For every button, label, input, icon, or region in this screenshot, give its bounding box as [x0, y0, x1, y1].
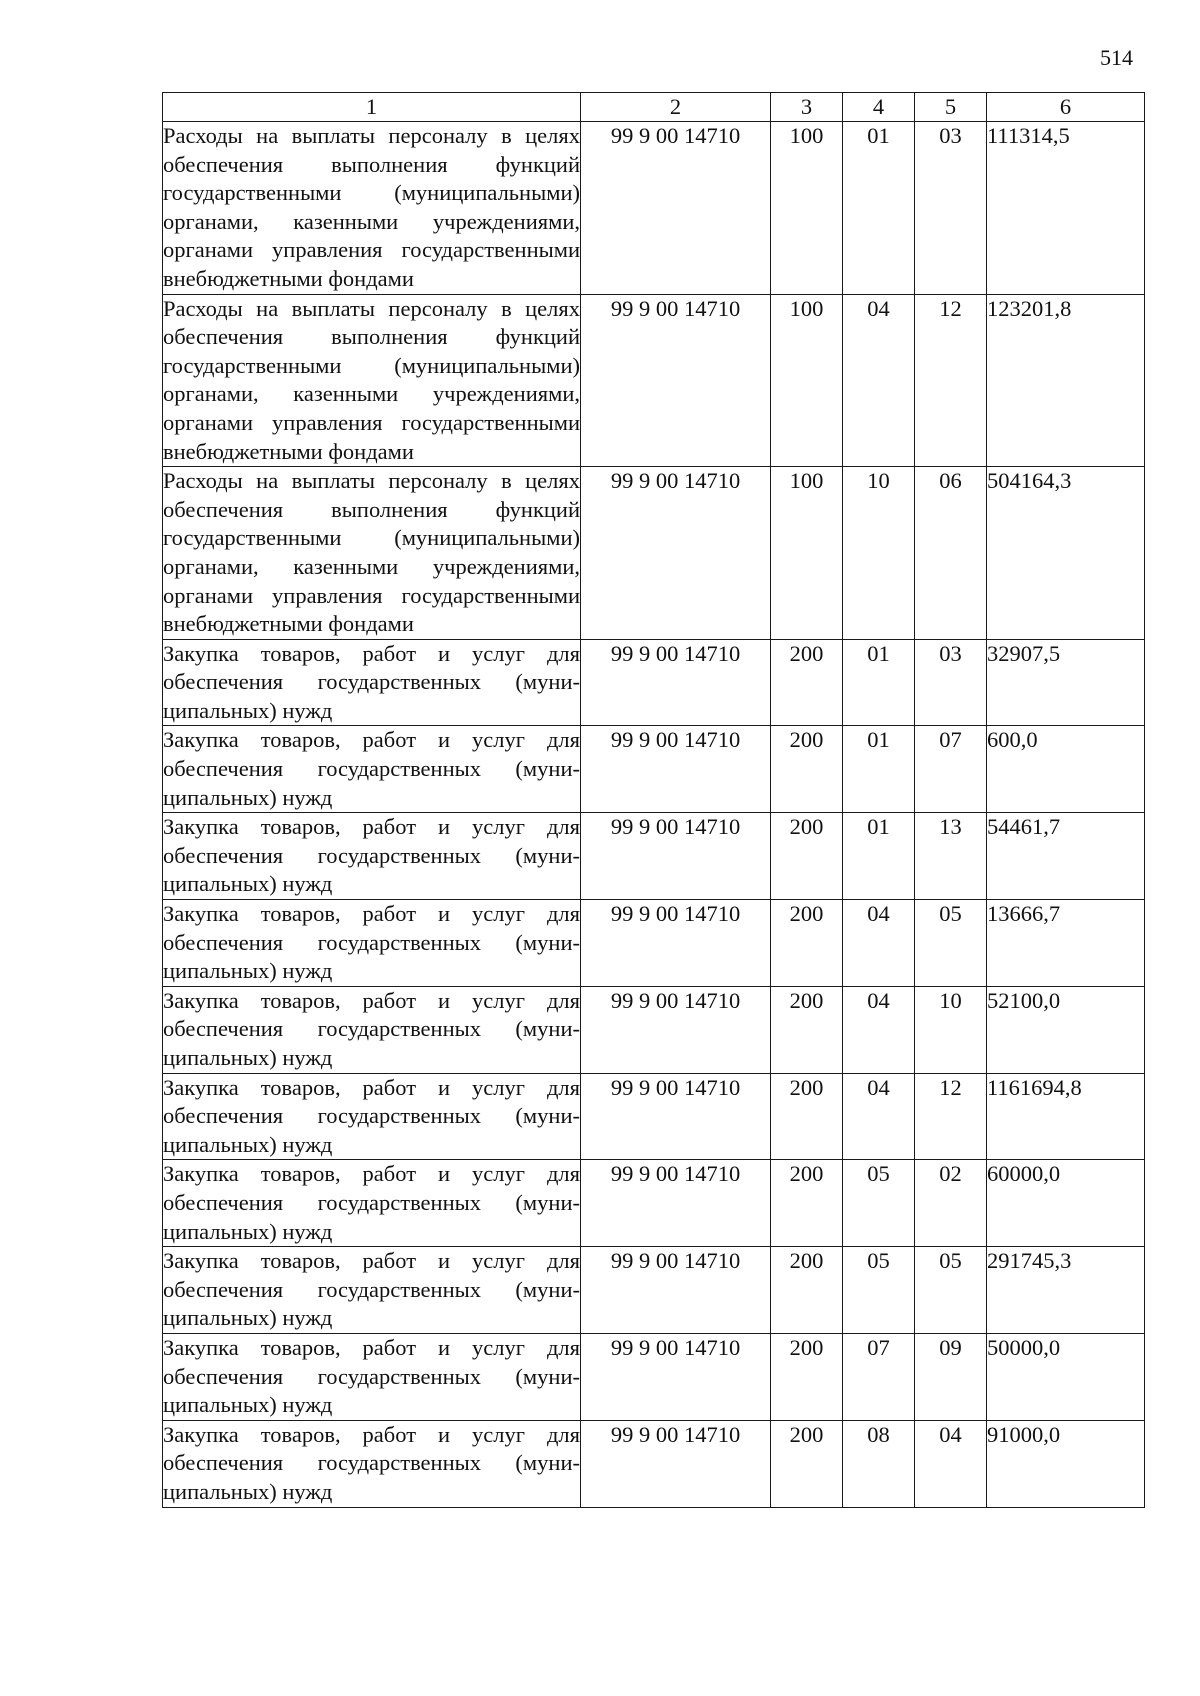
expense-type-code: 200	[771, 726, 843, 813]
target-item-code: 99 9 00 14710	[581, 1073, 771, 1160]
column-header: 3	[771, 93, 843, 122]
amount-value: 600,0	[987, 726, 1145, 813]
expense-type-code: 100	[771, 122, 843, 295]
expense-type-code: 200	[771, 1420, 843, 1507]
expense-description: Закупка товаров, работ и услуг для обеспечения государственных (муниципальных) нужд	[163, 1247, 581, 1334]
amount-value: 111314,5	[987, 122, 1145, 295]
subsection-code: 04	[915, 1420, 987, 1507]
table-row	[163, 1160, 1145, 1247]
section-code: 01	[843, 122, 915, 295]
column-header: 2	[581, 93, 771, 122]
target-item-code: 99 9 00 14710	[581, 813, 771, 900]
amount-value: 50000,0	[987, 1333, 1145, 1420]
subsection-code: 03	[915, 122, 987, 295]
expense-description: Закупка товаров, работ и услуг для обеспечения государственных (муниципальных) нужд	[163, 1073, 581, 1160]
expense-description: Закупка товаров, работ и услуг для обеспечения государственных (муниципальных) нужд	[163, 1420, 581, 1507]
expense-description: Закупка товаров, работ и услуг для обеспечения государственных (муниципальных) нужд	[163, 900, 581, 987]
table-row	[163, 1073, 1145, 1160]
expense-type-code: 100	[771, 294, 843, 467]
expense-type-code: 200	[771, 1247, 843, 1334]
amount-value: 504164,3	[987, 467, 1145, 640]
expense-type-code: 200	[771, 900, 843, 987]
target-item-code: 99 9 00 14710	[581, 1420, 771, 1507]
table-row	[163, 294, 1145, 467]
target-item-code: 99 9 00 14710	[581, 1160, 771, 1247]
section-code: 10	[843, 467, 915, 640]
table-row	[163, 122, 1145, 295]
target-item-code: 99 9 00 14710	[581, 726, 771, 813]
expense-type-code: 200	[771, 813, 843, 900]
table-row	[163, 813, 1145, 900]
subsection-code: 05	[915, 1247, 987, 1334]
target-item-code: 99 9 00 14710	[581, 900, 771, 987]
budget-expenditure-table	[162, 92, 1145, 1508]
expense-type-code: 200	[771, 1333, 843, 1420]
target-item-code: 99 9 00 14710	[581, 122, 771, 295]
target-item-code: 99 9 00 14710	[581, 986, 771, 1073]
section-code: 01	[843, 726, 915, 813]
expense-description: Закупка товаров, работ и услуг для обеспечения государственных (муниципальных) нужд	[163, 639, 581, 726]
section-code: 07	[843, 1333, 915, 1420]
section-code: 01	[843, 813, 915, 900]
section-code: 04	[843, 294, 915, 467]
table-row	[163, 639, 1145, 726]
expense-description: Закупка товаров, работ и услуг для обеспечения государственных (муниципальных) нужд	[163, 986, 581, 1073]
expense-type-code: 200	[771, 1160, 843, 1247]
table-row	[163, 900, 1145, 987]
subsection-code: 13	[915, 813, 987, 900]
target-item-code: 99 9 00 14710	[581, 1333, 771, 1420]
target-item-code: 99 9 00 14710	[581, 467, 771, 640]
subsection-code: 12	[915, 294, 987, 467]
expense-description: Закупка товаров, работ и услуг для обеспечения государственных (муниципальных) нужд	[163, 1160, 581, 1247]
table-row	[163, 1420, 1145, 1507]
table-body	[163, 122, 1145, 1508]
page-number: 514	[1100, 45, 1133, 70]
target-item-code: 99 9 00 14710	[581, 1247, 771, 1334]
table-row	[163, 467, 1145, 640]
amount-value: 91000,0	[987, 1420, 1145, 1507]
subsection-code: 06	[915, 467, 987, 640]
table-row	[163, 1333, 1145, 1420]
expense-description: Закупка товаров, работ и услуг для обеспечения государственных (муниципальных) нужд	[163, 813, 581, 900]
expense-type-code: 100	[771, 467, 843, 640]
target-item-code: 99 9 00 14710	[581, 294, 771, 467]
subsection-code: 10	[915, 986, 987, 1073]
table-header-row	[163, 93, 1145, 122]
amount-value: 52100,0	[987, 986, 1145, 1073]
amount-value: 123201,8	[987, 294, 1145, 467]
expense-type-code: 200	[771, 639, 843, 726]
section-code: 04	[843, 986, 915, 1073]
section-code: 08	[843, 1420, 915, 1507]
subsection-code: 02	[915, 1160, 987, 1247]
column-header: 5	[915, 93, 987, 122]
target-item-code: 99 9 00 14710	[581, 639, 771, 726]
expense-description: Закупка товаров, работ и услуг для обеспечения государственных (муниципальных) нужд	[163, 1333, 581, 1420]
subsection-code: 12	[915, 1073, 987, 1160]
amount-value: 291745,3	[987, 1247, 1145, 1334]
section-code: 04	[843, 1073, 915, 1160]
expense-description: Расходы на выплаты персоналу в целях обеспечения выполнения функций государственными (муниципальными) органами, казенными учреждениями, органами управления государственными внебюджетными фондами	[163, 467, 581, 640]
subsection-code: 05	[915, 900, 987, 987]
expense-type-code: 200	[771, 986, 843, 1073]
table-row	[163, 1247, 1145, 1334]
subsection-code: 07	[915, 726, 987, 813]
column-header: 4	[843, 93, 915, 122]
section-code: 05	[843, 1160, 915, 1247]
amount-value: 32907,5	[987, 639, 1145, 726]
column-header: 1	[163, 93, 581, 122]
column-header: 6	[987, 93, 1145, 122]
amount-value: 54461,7	[987, 813, 1145, 900]
subsection-code: 09	[915, 1333, 987, 1420]
table-row	[163, 726, 1145, 813]
amount-value: 1161694,8	[987, 1073, 1145, 1160]
expense-description: Закупка товаров, работ и услуг для обеспечения государственных (муниципальных) нужд	[163, 726, 581, 813]
section-code: 01	[843, 639, 915, 726]
expense-description: Расходы на выплаты персоналу в целях обеспечения выполнения функций государственными (муниципальными) органами, казенными учреждениями, органами управления государственными внебюджетными фондами	[163, 294, 581, 467]
amount-value: 13666,7	[987, 900, 1145, 987]
expense-type-code: 200	[771, 1073, 843, 1160]
section-code: 04	[843, 900, 915, 987]
amount-value: 60000,0	[987, 1160, 1145, 1247]
subsection-code: 03	[915, 639, 987, 726]
table-row	[163, 986, 1145, 1073]
section-code: 05	[843, 1247, 915, 1334]
expense-description: Расходы на выплаты персоналу в целях обеспечения выполнения функций государственными (муниципальными) органами, казенными учреждениями, органами управления государственными внебюджетными фондами	[163, 122, 581, 295]
